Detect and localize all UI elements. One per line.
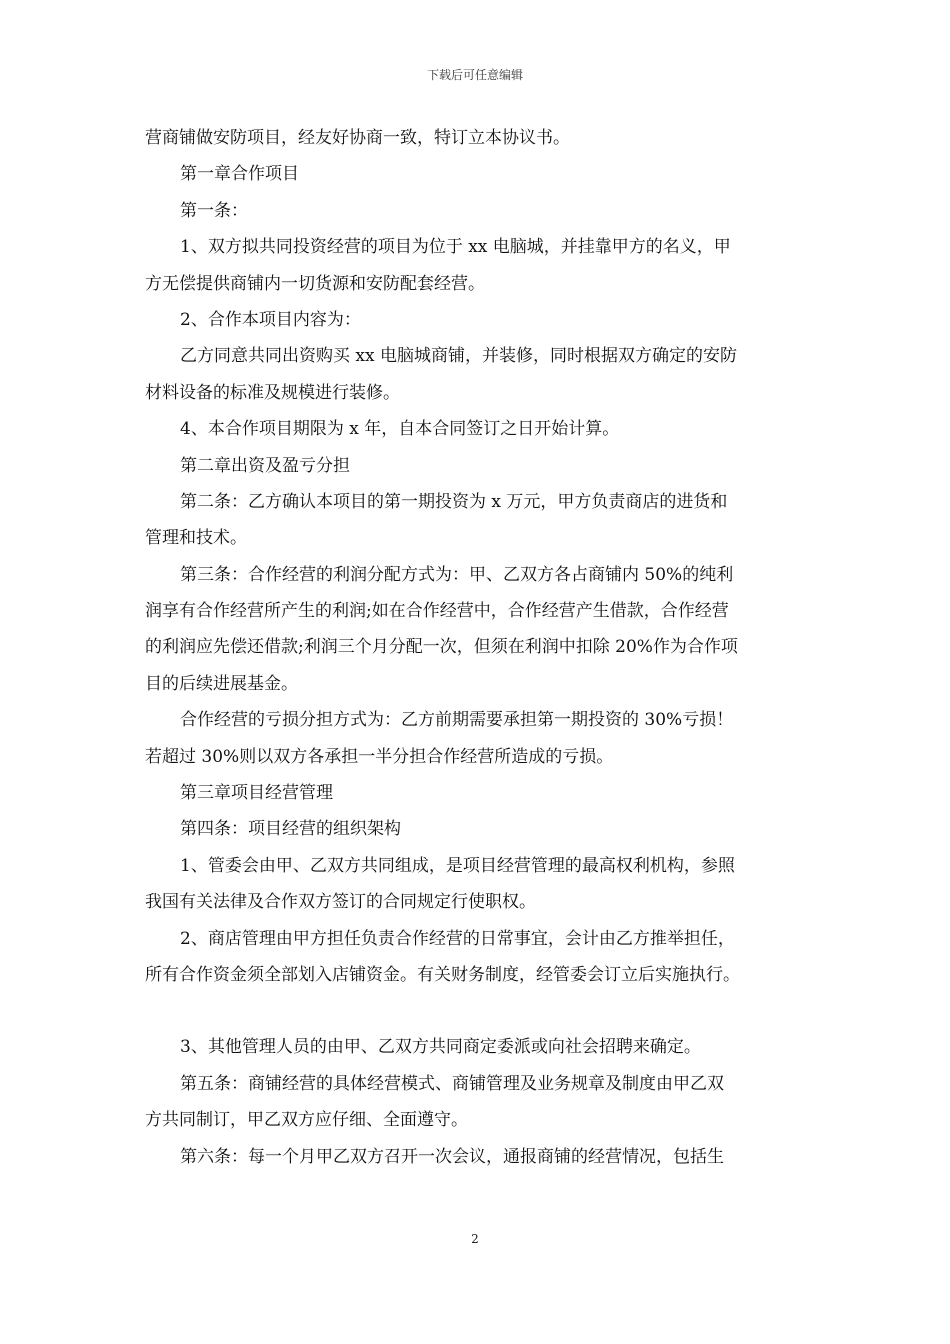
- paragraph-line: 1、管委会由甲、乙双方共同组成，是项目经营管理的最高权利机构，参照: [180, 855, 735, 876]
- paragraph-line: 2、合作本项目内容为：: [180, 309, 361, 330]
- document-body: [145, 120, 810, 1175]
- paragraph-line: 目的后续进展基金。: [145, 673, 298, 694]
- paragraph-line: 第六条：每一个月甲乙双方召开一次会议，通报商铺的经营情况，包括生: [180, 1146, 724, 1167]
- paragraph-line: 第五条：商铺经营的具体经营模式、商铺管理及业务规章及制度由甲乙双: [180, 1073, 724, 1094]
- paragraph-line: 方共同制订，甲乙双方应仔细、全面遵守。: [145, 1110, 468, 1131]
- page-number: 2: [471, 1232, 479, 1246]
- paragraph-line: 的利润应先偿还借款;利润三个月分配一次，但须在利润中扣除 20%作为合作项: [145, 637, 738, 658]
- article-heading: 第一条：: [180, 200, 248, 221]
- paragraph-gap: [145, 993, 810, 1029]
- paragraph-line: 3、其他管理人员的由甲、乙双方共同商定委派或向社会招聘来确定。: [180, 1037, 701, 1058]
- chapter-heading: 第一章合作项目: [180, 164, 299, 185]
- paragraph-line: 润享有合作经营所产生的利润;如在合作经营中，合作经营产生借款，合作经营: [145, 601, 729, 622]
- paragraph-line: 1、双方拟共同投资经营的项目为位于 xx 电脑城，并挂靠甲方的名义，甲: [180, 237, 731, 258]
- paragraph-line: 合作经营的亏损分担方式为：乙方前期需要承担第一期投资的 30%亏损！: [180, 710, 734, 731]
- paragraph-line: 我国有关法律及合作双方签订的合同规定行使职权。: [145, 892, 536, 913]
- page-header-note: 下载后可任意编辑: [426, 68, 523, 82]
- paragraph-line: 4、本合作项目期限为 x 年，自本合同签订之日开始计算。: [180, 419, 620, 440]
- paragraph-line: 第二条：乙方确认本项目的第一期投资为 x 万元，甲方负责商店的进货和: [180, 491, 728, 512]
- chapter-heading: 第二章出资及盈亏分担: [180, 455, 350, 476]
- paragraph-line: 若超过 30%则以双方各承担一半分担合作经营所造成的亏损。: [145, 746, 614, 767]
- paragraph-line: 第三条：合作经营的利润分配方式为：甲、乙双方各占商铺内 50%的纯利: [180, 564, 734, 585]
- paragraph-line: 材料设备的标准及规模进行装修。: [145, 382, 400, 403]
- paragraph-line: 管理和技术。: [145, 528, 247, 549]
- paragraph-line: 乙方同意共同出资购买 xx 电脑城商铺，并装修，同时根据双方确定的安防: [180, 346, 737, 367]
- paragraph-line: 所有合作资金须全部划入店铺资金。有关财务制度，经管委会订立后实施执行。: [145, 964, 740, 985]
- chapter-heading: 第三章项目经营管理: [180, 783, 333, 804]
- paragraph-line: 2、商店管理由甲方担任负责合作经营的日常事宜，会计由乙方推举担任，: [180, 928, 735, 949]
- paragraph-line: 方无偿提供商铺内一切货源和安防配套经营。: [145, 273, 485, 294]
- paragraph-line: 营商铺做安防项目，经友好协商一致，特订立本协议书。: [145, 128, 570, 148]
- article-heading: 第四条：项目经营的组织架构: [180, 819, 401, 840]
